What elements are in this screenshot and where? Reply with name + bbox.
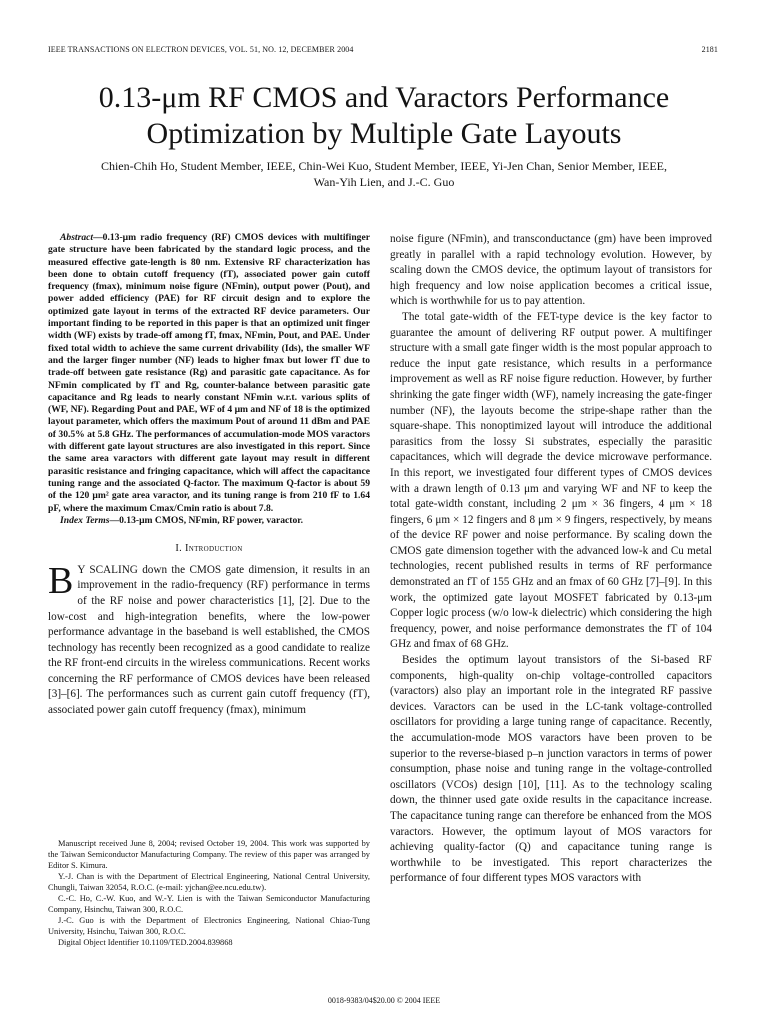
abstract-text: —0.13-μm radio frequency (RF) CMOS devices with multifinger gate structure have been fabricated by the standard logic process, and the measured effective gate-length is 80 nm. Extensive RF characterization has been done to obtain cutoff frequency (fT), associated power gain cutoff frequency (fmax), minimum noise figure (NFmin), output power (Pout), and power added efficiency (PAE) for RF circuit design and to explore the optimized gate layout in terms of the extracted RF device parameters. Our important finding to be reported in this paper is that an optimized unit finger width (WF) exists by trade-off among fT, fmax, NFmin, Pout, and PAE. Under fixed total width to achieve the same current drivability (Ids), the smaller WF and the larger finger number (NF) leads to higher fmax but lower fT due to trade-off between gate resistance (Rg) and parasitic gate capacitance. As for NFmin complicated by fT and Rg, counter-balance between parasitic gate capacitance and Rg leads to nearly constant NFmin w.r.t. various splits of (WF, NF). Regarding Pout and PAE, WF of 4 μm and NF of 18 is the optimized layout parameter, which offers the maximum Pout of around 11 dBm and PAE of 30.5% at 5.8 GHz. The performances of accumulation-mode MOS varactors with different gate layout structures are also investigated in this report. Since the same area varactors with different gate layout may result in different parasitic resistance and fringing capacitance, which will affect the capacitance tuning range and the associated Q-factor. The maximum Q-factor is about 59 of the 120 μm² gate area varactor, and its tuning range is from 210 fF to 1.64 pF, where the maximum Cmax/Cmin ratio is about 7.8.	[48, 232, 370, 514]
authors-line-1: Chien-Chih Ho, Student Member, IEEE, Chin-Wei Kuo, Student Member, IEEE, Yi-Jen Chan, Senior Member, IEEE,	[100, 159, 668, 173]
footnote-guo: J.-C. Guo is with the Department of Electronics Engineering, National Chiao-Tung University, Hsinchu, Taiwan 300, R.O.C.	[48, 916, 370, 936]
index-terms-text: —0.13-μm CMOS, NFmin, RF power, varactor.	[109, 514, 304, 526]
running-header-page-number: 2181	[701, 45, 718, 54]
left-column	[48, 232, 370, 719]
intro-lead-words: Y SCALING	[77, 563, 138, 576]
intro-paragraph-1-continued: noise figure (NFmin), and transconductance (gm) have been improved greatly in parallel with a rapid technology evolution. However, by scaling down the CMOS device, the optimum layout of transistors for high frequency and low noise application becomes a critical issue, which is worthwhile for us to pay attention.	[390, 233, 712, 308]
drop-cap: B	[48, 559, 74, 602]
running-header-journal: IEEE TRANSACTIONS ON ELECTRON DEVICES, VOL. 51, NO. 12, DECEMBER 2004	[48, 45, 354, 54]
page-footer-copyright: 0018-9383/04$20.00 © 2004 IEEE	[327, 996, 441, 1005]
abstract-label: Abstract	[60, 232, 94, 243]
footnote-tsmc: C.-C. Ho, C.-W. Kuo, and W.-Y. Lien is with the Taiwan Semiconductor Manufacturing Company, Hsinchu, Taiwan 300, R.O.C.	[48, 894, 370, 914]
footnote-chan: Y.-J. Chan is with the Department of Electrical Engineering, National Central University, Chungli, Taiwan 32054, R.O.C. (e-mail: yjchan@ee.ncu.edu.tw).	[48, 872, 370, 892]
title-line-2: Optimization by Multiple Gate Layouts	[146, 117, 622, 150]
right-column	[390, 232, 712, 887]
intro-paragraph-1	[48, 559, 370, 719]
abstract	[48, 232, 370, 515]
intro-paragraph-2: The total gate-width of the FET-type device is the key factor to guarantee the amount of delivering RF output power. A multifinger structure with a small gate finger width is the most popular approach to reduce the input gate resistance, which results in a performance improvement as well as RF noise figure reduction. However, by further shrinking the gate finger width (WF), namely increasing the gate-finger number (NF), the layouts become the stripe-shape rather than the square-shape. This nonoptimized layout will introduce the additional parasitics from the lossy Si substrates, especially the parasitic capacitances, which will degrade the device microwave performance. In this report, we investigated four different types of CMOS devices with a drawn length of 0.13 μm and varying WF and NF to keep the total gate-width constant, including 2 μm × 36 fingers, 4 μm × 18 fingers, 6 μm × 12 fingers and 8 μm × 9 fingers, respectively, by means of the device RF power and noise performance. By scaling down the CMOS gate dimension together with the advanced low-k and Cu metal technologies, recent published results in terms of RF performance demonstrated an fT of 155 GHz and an fmax of 60 GHz [7]–[9]. In this work, the optimized gate layout MOSFET fabricated by 0.13-μm Copper logic process (w/o low-k dielectric) which considering the high frequency, power, and noise performance demonstrates the fT of 104 GHz and fmax of 68 GHz.	[390, 310, 712, 651]
section-heading-introduction: I. Introduction	[175, 543, 243, 555]
paper-title	[40, 80, 728, 152]
intro-paragraph-1-text: down the CMOS gate dimension, it results in an improvement in the radio-frequency (RF) performance in terms of the RF noise and power characteristics [1], [2]. Due to the low-cost and high-integration benefits, where the low-power performance advantage in the baseband is well established, the CMOS technology has recently been recognized as a good candidate to realize the RF front-end circuits in the wireless communications. Recent works concerning the RF performance of CMOS devices have been released [3]–[6]. The performances such as current gain cutoff frequency (fT), associated power gain cutoff frequency (fmax), minimum	[48, 563, 370, 717]
footnote-doi: Digital Object Identifier 10.1109/TED.2004.839868	[58, 938, 233, 947]
authors-line-2: Wan-Yih Lien, and J.-C. Guo	[313, 175, 455, 189]
title-line-1: 0.13-μm RF CMOS and Varactors Performance	[98, 81, 670, 114]
footnote-manuscript: Manuscript received June 8, 2004; revised October 19, 2004. This work was supported by the Taiwan Semiconductor Manufacturing Company. The review of this paper was arranged by Editor S. Kimura.	[48, 839, 370, 870]
index-terms	[48, 515, 370, 527]
footnotes	[48, 838, 370, 948]
index-terms-label: Index Terms	[60, 514, 110, 526]
author-list	[48, 158, 720, 190]
intro-paragraph-3: Besides the optimum layout transistors of the Si-based RF components, high-quality on-chip voltage-controlled capacitors (varactors) also play an important role in the integrated RF passive devices. Varactors can be used in the LC-tank voltage-controlled oscillators for providing a large tuning range of capacitance. Recently, the accumulation-mode MOS varactors have been proven to be superior to the reverse-biased p–n junction varactors in terms of power consumption, phase noise and tuning range in the voltage-controlled oscillators (VCOs) design [10], [11]. As to the technology scaling down, the thinner used gate oxide results in the capacitance increase. The capacitance tuning range can therefore be enhanced from the MOS varactors. However, the optimum layout of MOS varactors for achieving quality-factor (Q) and capacitance tuning range is worthwhile to be investigated. This report characterizes the performance of four different types MOS varactors with	[390, 654, 712, 885]
